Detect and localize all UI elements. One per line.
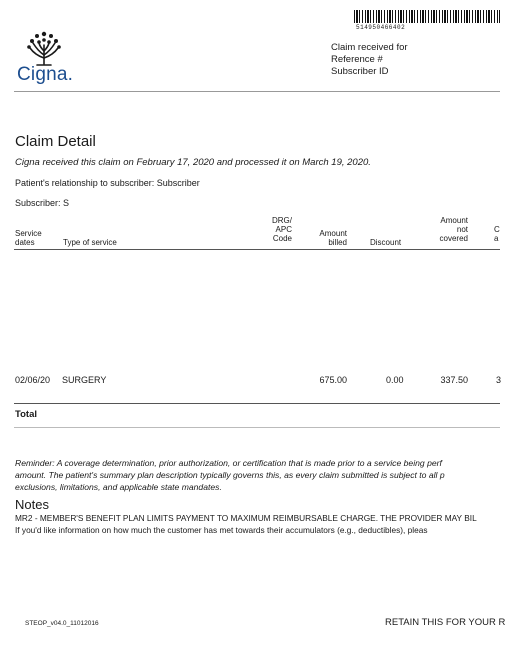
claim-received-for-label: Claim received for	[331, 42, 408, 53]
notes-text: MR2 - MEMBER'S BENEFIT PLAN LIMITS PAYMENT TO MAXIMUM REIMBURSABLE CHARGE. THE PROVIDER MAY BIL If you'd like information on how much the customer has met towards their accumulators (e.g., deductibles), pleas	[15, 513, 477, 535]
relationship-text: Patient's relationship to subscriber: Subscriber	[15, 178, 200, 188]
col-code: DRG/ APC Code	[272, 216, 292, 243]
cigna-logo-text: Cigna.	[17, 64, 74, 85]
claim-detail-title: Claim Detail	[15, 133, 96, 150]
row-discount: 0.00	[386, 375, 404, 385]
header-divider	[14, 91, 500, 92]
barcode	[354, 10, 500, 23]
row-cut-off-value: 3	[496, 375, 502, 385]
col-amount-not-covered: Amount not covered	[439, 216, 468, 243]
row-amount-not-covered: 337.50	[440, 375, 468, 385]
table-bottom-divider	[14, 427, 500, 428]
row-service-type: SURGERY	[62, 375, 107, 385]
subscriber-id-label: Subscriber ID	[331, 66, 389, 77]
col-type-of-service: Type of service	[63, 238, 117, 247]
reference-number-label: Reference #	[331, 54, 383, 65]
notes-title: Notes	[15, 497, 49, 512]
subscriber-text: Subscriber: S	[15, 198, 70, 208]
form-code: STEOP_v04.0_11012016	[25, 620, 99, 627]
barcode-number: 514950466402	[356, 24, 406, 31]
reminder-text: Reminder: A coverage determination, prior authorization, or certification that is made prior to a service being perf amount. The patient's summary plan description typically governs this, as every claim submitted is subject to all p exclusions, limitations, and applicable state mandates.	[15, 458, 445, 492]
table-header-divider	[14, 249, 500, 250]
row-service-date: 02/06/20	[15, 375, 51, 385]
total-label: Total	[15, 409, 37, 420]
claim-received-text: Cigna received this claim on February 17, 2020 and processed it on March 19, 2020.	[15, 157, 371, 168]
retain-notice: RETAIN THIS FOR YOUR R	[385, 617, 505, 628]
col-amount-billed: Amount billed	[319, 229, 347, 247]
col-cut-off: C a	[494, 225, 500, 243]
col-discount: Discount	[370, 238, 402, 247]
col-service-dates: Service dates	[15, 229, 42, 247]
total-divider	[14, 403, 500, 404]
cigna-tree-logo-icon	[24, 31, 64, 67]
row-amount-billed: 675.00	[319, 375, 347, 385]
